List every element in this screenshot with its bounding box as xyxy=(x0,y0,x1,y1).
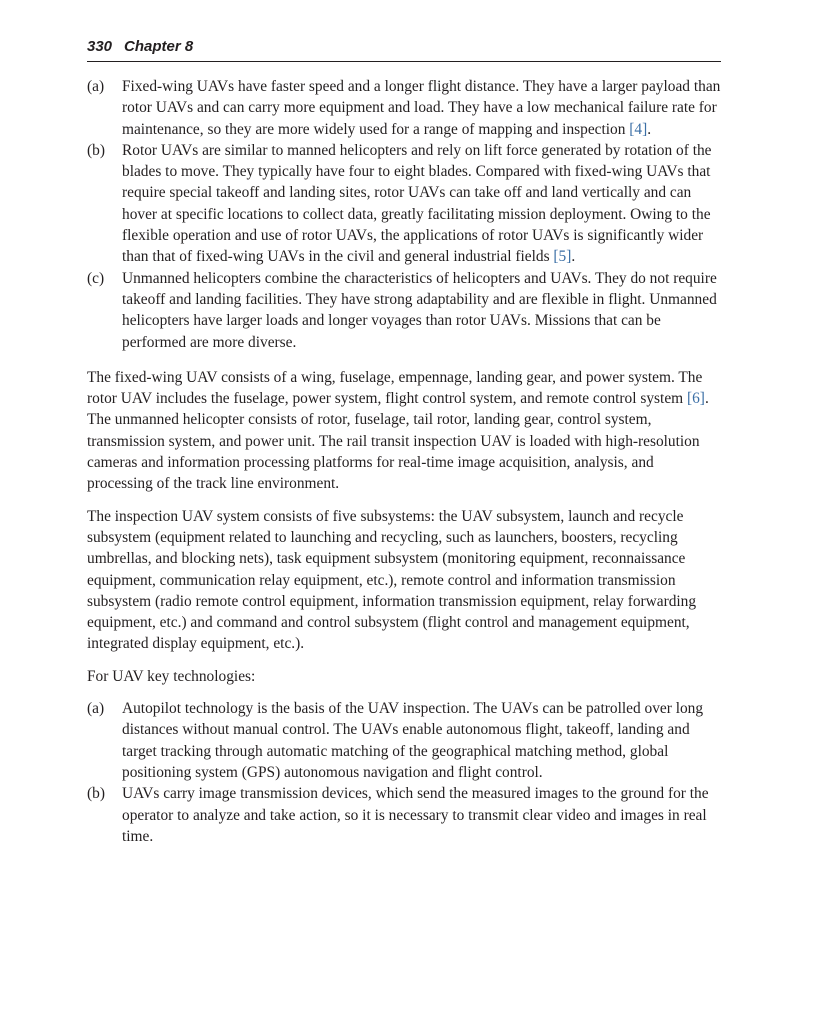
list-item-end: . xyxy=(647,120,652,138)
list-item xyxy=(87,783,721,847)
paragraph-key-tech-intro: For UAV key technologies: xyxy=(87,667,256,685)
page-number: 330 xyxy=(87,38,113,55)
paragraph-text: . The unmanned helicopter consists of rotor, fuselage, tail rotor, landing gear, control system, transmission system, and power unit. The rail transit inspection UAV is loaded with high-resolution cameras and information processing platforms for real-time image acquisition, analysis, and processing of the track line environment. xyxy=(87,390,709,493)
citation-link[interactable]: [4] xyxy=(629,120,648,138)
running-head xyxy=(87,38,721,62)
paragraph-subsystems: The inspection UAV system consists of five subsystems: the UAV subsystem, launch and recycle subsystem (equipment related to launching and recycling, such as launchers, boosters, recycling umbrellas, and blocking nets), task equipment subsystem (monitoring equipment, reconnaissance equipment, communication relay equipment, etc.), remote control and information transmission subsystem (radio remote control equipment, information transmission equipment, relay forwarding equipment, etc.) and command and control subsystem (flight control and management equipment, integrated display equipment, etc.). xyxy=(87,507,697,653)
list-item-label: (a) xyxy=(87,700,105,718)
list-item-text: Autopilot technology is the basis of the UAV inspection. The UAVs can be patrolled over long distances without manual control. The UAVs enable autonomous flight, takeoff, landing and target tracking through automatic matching of the geographical matching method, global positioning system (GPS) autonomous navigation and flight control. xyxy=(122,700,704,781)
list-item xyxy=(87,76,721,140)
uav-types-list xyxy=(87,76,721,353)
list-item-text: Unmanned helicopters combine the characteristics of helicopters and UAVs. They do not require takeoff and landing facilities. They have strong adaptability and are flexible in flight. Unmanned helicopters have larger loads and longer voyages than rotor UAVs. Missions that can be performed are more diverse. xyxy=(122,269,717,351)
paragraph-text: The fixed-wing UAV consists of a wing, fuselage, empennage, landing gear, and power system. The rotor UAV includes the fuselage, power system, flight control system, and remote control system xyxy=(87,368,703,408)
list-item-label: (b) xyxy=(87,785,105,803)
list-item xyxy=(87,140,721,268)
list-item xyxy=(87,698,721,783)
page-content xyxy=(87,38,721,861)
list-item-text: Rotor UAVs are similar to manned helicopters and rely on lift force generated by rotation of the blades to move. They typically have four to eight blades. Compared with fixed-wing UAVs that require special takeoff and landing sites, rotor UAVs can take off and land vertically and can hover at specific locations to collect data, greatly facilitating mission deployment. Owing to the flexible operation and use of rotor UAVs, the applications of rotor UAVs is significantly wider than that of fixed-wing UAVs in the civil and general industrial fields xyxy=(122,141,712,266)
list-item-label: (a) xyxy=(87,78,105,95)
key-technologies-list xyxy=(87,698,721,847)
list-item xyxy=(87,268,721,353)
list-item-label: (b) xyxy=(87,141,105,159)
paragraph-uav-composition xyxy=(87,367,721,495)
citation-link[interactable]: [5] xyxy=(553,248,572,266)
list-item-end: . xyxy=(571,248,576,266)
list-item-text: Fixed-wing UAVs have faster speed and a longer flight distance. They have a larger payload than rotor UAVs and can carry more equipment and load. They have a low mechanical failure rate for maintenance, so they are more widely used for a range of mapping and inspection xyxy=(122,78,721,138)
list-item-label: (c) xyxy=(87,269,105,287)
citation-link[interactable]: [6] xyxy=(686,390,705,408)
list-item-text: UAVs carry image transmission devices, which send the measured images to the ground for the operator to analyze and take action, so it is necessary to transmit clear video and images in real time. xyxy=(122,785,709,845)
chapter-title: Chapter 8 xyxy=(124,38,194,55)
